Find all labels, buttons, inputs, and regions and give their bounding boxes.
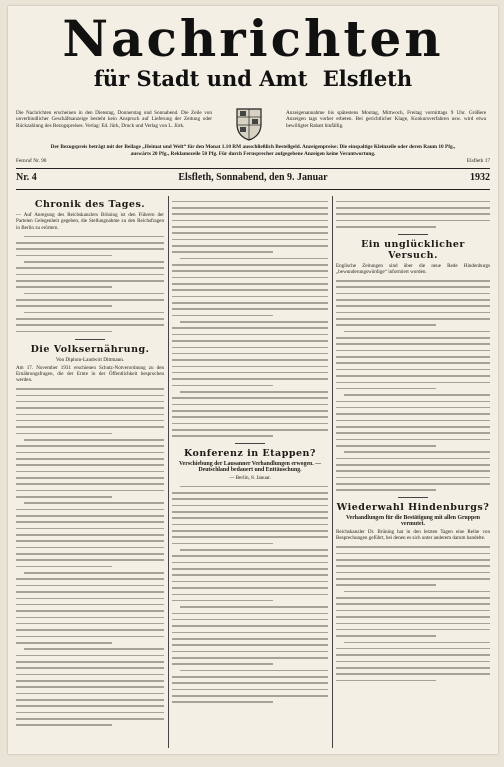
article-body-konferenz bbox=[172, 483, 328, 705]
publication-info-right: Anzeigenannahme bis spätestens Montag, Mittwoch, Freitag vormittags 9 Uhr. Größere Anzeigen tags vorher erbeten. Bei gerichtlicher Klage, Konkursverfahren usw. wird etwa bewilligter Rabatt hinfällig. bbox=[286, 110, 486, 129]
article-byline: Von Diplom-Landwirt Dittmann. bbox=[55, 356, 125, 363]
newspaper-page bbox=[8, 6, 498, 754]
publication-info-left: Die Nachrichten erscheinen in den Dienstag, Donnerstag und Sonnabend. Die Zeile von unverbindlicher Geschäftsanzeige besteht kein Anspruch auf Lieferung der Zeitung oder Rückzahlung des Bezugspreises. Verlag: Ed. Jürk, Druck und Verlag von L. Jürk. bbox=[16, 110, 212, 129]
article-body-volksernaehrung bbox=[16, 386, 164, 729]
column-divider bbox=[332, 196, 333, 748]
article-intro-volksernaehrung: Am 17. November 1931 erschienen Schutz-Notverordnung zu den Ernährungsfragen, die der Ernte in der Öffentlichkeit besprochen werden. bbox=[16, 364, 164, 384]
masthead-subtitle bbox=[8, 66, 498, 91]
article-separator bbox=[398, 497, 428, 498]
article-title-konferenz: Konferenz in Etappen? bbox=[184, 448, 316, 460]
masthead-subtitle-part1: für Stadt und Amt bbox=[93, 66, 308, 91]
article-body-ungluecklich bbox=[336, 277, 490, 493]
article-title-ungluecklich: Ein unglücklicher Versuch. bbox=[361, 238, 465, 261]
postcheck-number: Elsfleth 17 bbox=[466, 158, 490, 164]
article-intro-wiederwahl: Reichskanzler Dr. Brüning hat in den letzten Tagen eine Reihe von Besprechungen geführt, bei denen es sich unter anderem darum handelte. bbox=[336, 529, 490, 542]
article-subtitle-wiederwahl: Verhandlungen für die Bestätigung mit allen Gruppen vermutet. bbox=[346, 515, 480, 528]
article-intro-chronik: — Auf Anregung des Reichskanzlers Brüning ist den Führern der Parteien Gelegenheit gegeben, die Stellungnahme zu den Reichsfragen in Berlin zu erörtern. bbox=[16, 212, 164, 231]
coat-of-arms-icon bbox=[234, 106, 264, 142]
subscription-notice: Der Bezugspreis beträgt mit der Beilage „Heimat und Welt“ für den Monat 1.10 RM ausschließlich Bestellgeld. Anzeigenpreise: Die einspaltige Kleinzeile oder deren Raum 10 Pfg., auswärts 20 Pfg., Reklamezeile 50 Pfg. Für durch Fernsprecher aufgegebene Anzeigen keine Verantwortung. bbox=[50, 144, 456, 157]
article-dateline-konferenz: — Berlin, 8. Januar. bbox=[229, 475, 271, 482]
article-separator bbox=[235, 443, 265, 444]
header-rule-bottom bbox=[16, 189, 490, 190]
column-2 bbox=[172, 196, 328, 705]
article-body-wiederwahl bbox=[336, 544, 490, 684]
article-title-chronik: Chronik des Tages. bbox=[34, 199, 146, 210]
issue-year: 1932 bbox=[470, 172, 490, 183]
article-body-continued bbox=[336, 198, 490, 230]
article-subtitle-konferenz: Verschiebung der Lausanner Verhandlungen erwogen. — Deutschland bedauert und Enttäuschung. bbox=[179, 461, 321, 474]
issue-number: Nr. 4 bbox=[16, 172, 37, 183]
article-title-volksernaehrung: Die Volksernährung. bbox=[30, 343, 150, 355]
masthead-title: Nachrichten bbox=[62, 9, 444, 68]
article-separator bbox=[398, 234, 428, 235]
column-1 bbox=[16, 196, 164, 728]
article-title-wiederwahl: Wiederwahl Hindenburgs? bbox=[336, 502, 490, 514]
article-separator bbox=[75, 339, 105, 340]
article-intro-ungluecklich: Englische Zeitungen sind über die neue Rede Hindenburgs „bewunderungswürdige“ informiert worden. bbox=[336, 262, 490, 276]
column-divider bbox=[168, 196, 169, 748]
phone-number: Fernruf Nr. 90 bbox=[16, 158, 47, 164]
issue-dateline: Elsfleth, Sonnabend, den 9. Januar bbox=[178, 172, 328, 183]
masthead-subtitle-part2: Elsfleth bbox=[322, 66, 413, 91]
column-3 bbox=[336, 196, 490, 683]
article-body-chronik bbox=[16, 233, 164, 335]
article-body-continued bbox=[172, 198, 328, 439]
header-rule-top bbox=[16, 168, 490, 169]
issue-bar bbox=[16, 172, 490, 186]
